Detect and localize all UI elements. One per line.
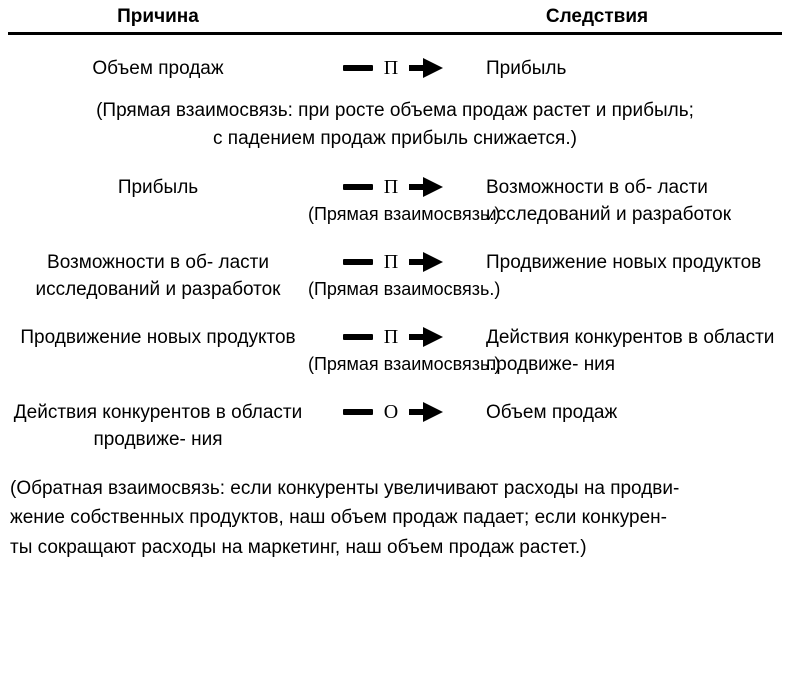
effect-text: [478, 247, 782, 277]
link-row: [8, 53, 782, 83]
effect-line: Объем продаж: [486, 401, 618, 423]
arrow-icon: [409, 402, 443, 422]
cause-text: [8, 247, 308, 304]
relation-cell: [308, 247, 501, 300]
dash-icon: [343, 184, 373, 190]
relation-note: (Прямая взаимосвязь.): [308, 278, 501, 299]
relation-cell: [308, 53, 478, 81]
relation-sign: П: [383, 325, 399, 348]
cause-text: [8, 172, 308, 202]
top-note-line-1: (Прямая взаимосвязь: при росте объема продаж растет и прибыль;: [96, 99, 694, 121]
relation-sign: П: [383, 57, 399, 79]
dash-icon: [343, 409, 373, 415]
bottom-note: [8, 474, 782, 562]
arrow-icon: [409, 177, 443, 197]
header-cause: Причина: [117, 6, 199, 27]
effect-line: Возможности в об-: [486, 176, 653, 198]
effect-line: и разработок: [615, 204, 732, 226]
effect-line: Продвижение новых: [486, 251, 667, 273]
top-note: [8, 97, 782, 154]
relation-cell: [308, 397, 478, 425]
effect-line: Прибыль: [486, 58, 567, 79]
effect-line: в области продвиже-: [486, 326, 775, 376]
cause-line: Продвижение новых: [20, 326, 202, 348]
cause-line: и разработок: [165, 279, 281, 301]
link-row: [8, 172, 782, 229]
relation-arrow: [308, 399, 478, 425]
link-row: [8, 247, 782, 304]
header-effect: Следствия: [545, 6, 649, 27]
effect-text: [478, 322, 782, 379]
cause-line: Прибыль: [117, 176, 199, 198]
cause-text: [8, 397, 308, 454]
top-note-line-2: с падением продаж прибыль снижается.): [213, 128, 577, 150]
relation-sign: О: [383, 400, 399, 423]
table-header: [8, 0, 782, 28]
cause-text: [8, 322, 308, 352]
cause-line: Возможности в об-: [47, 251, 214, 273]
relation-sign: П: [383, 250, 399, 273]
relation-sign: П: [383, 175, 399, 198]
dash-icon: [343, 259, 373, 265]
cause-line: продуктов: [206, 326, 296, 348]
header-divider: [8, 32, 782, 35]
relation-arrow: [308, 324, 478, 350]
cause-line: ласти исследований: [35, 251, 269, 301]
effect-text: [478, 53, 782, 83]
bottom-note-line-3: ты сокращают расходы на маркетинг, наш объем продаж растет.): [10, 536, 587, 558]
effect-line: продуктов: [672, 251, 762, 273]
bottom-note-line-2: жение собственных продуктов, наш объем продаж падает; если конкурен-: [10, 507, 668, 529]
effect-line: ния: [583, 354, 616, 376]
effect-text: [478, 172, 782, 229]
dash-icon: [343, 65, 373, 71]
cause-text: [8, 53, 308, 83]
relation-note: (Прямая взаимосвязь.): [308, 203, 501, 224]
cause-line: в области продвиже-: [93, 401, 303, 451]
relation-cell: [308, 172, 501, 225]
effect-line: ласти исследований: [486, 176, 708, 226]
relation-arrow: [308, 174, 478, 200]
cause-line: ния: [191, 429, 223, 451]
cause-line: Объем продаж: [92, 58, 224, 79]
cause-line: Действия конкурентов: [13, 401, 211, 423]
link-row: [8, 397, 782, 454]
effect-line: Действия конкурентов: [486, 326, 683, 348]
relation-note: (Прямая взаимосвязь.): [308, 353, 501, 374]
relation-arrow: [308, 55, 478, 81]
effect-text: [478, 397, 782, 427]
relation-cell: [308, 322, 501, 375]
arrow-icon: [409, 252, 443, 272]
arrow-icon: [409, 327, 443, 347]
relation-arrow: [308, 249, 478, 275]
link-row: [8, 322, 782, 379]
arrow-icon: [409, 58, 443, 78]
dash-icon: [343, 334, 373, 340]
bottom-note-line-1: (Обратная взаимосвязь: если конкуренты увеличивают расходы на продви-: [10, 477, 680, 499]
